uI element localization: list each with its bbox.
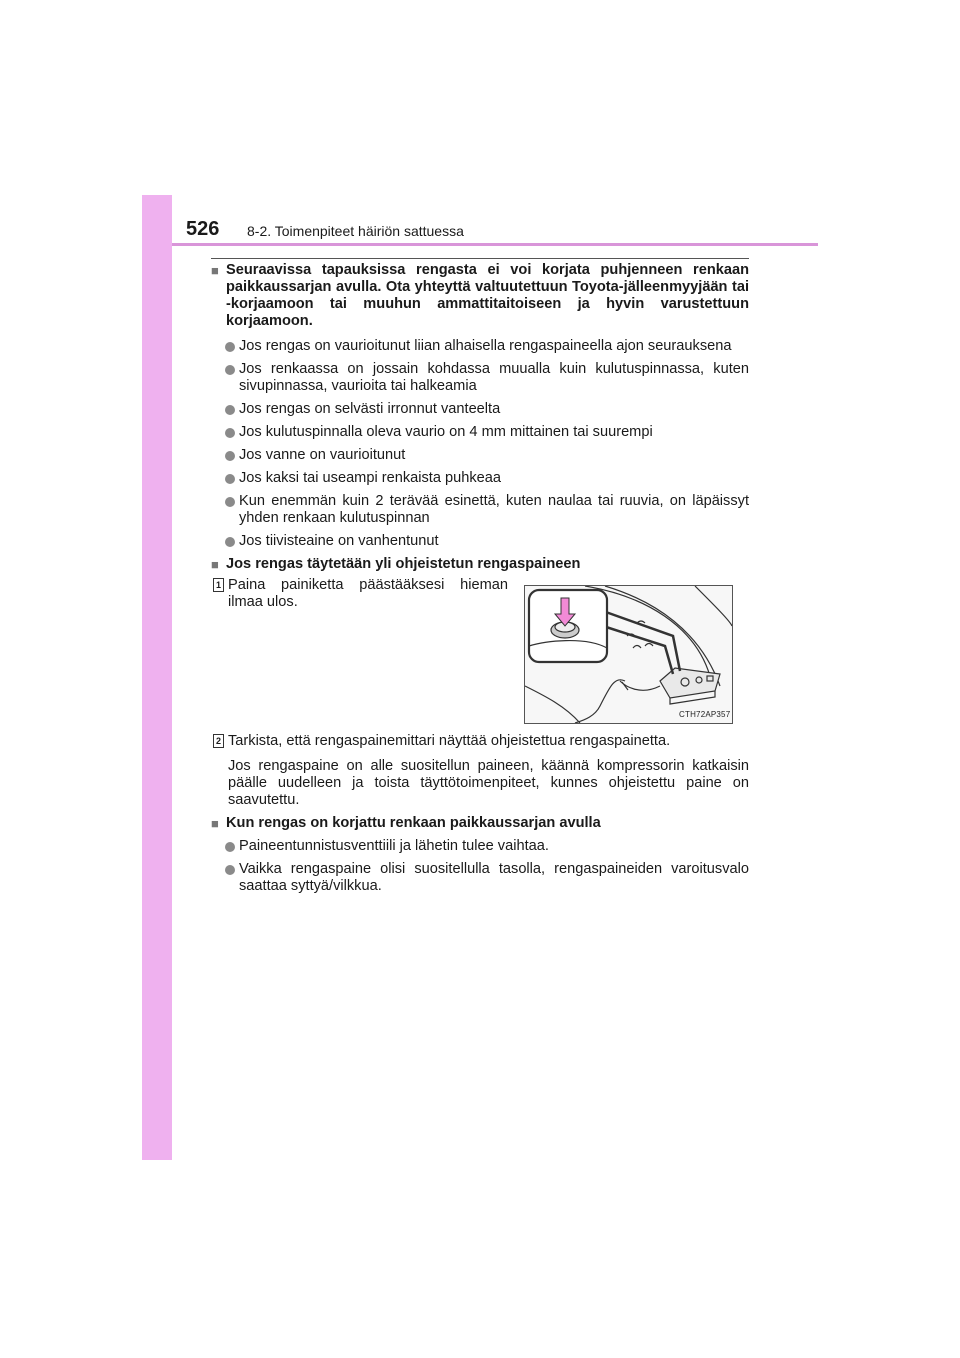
list-item-text: Vaikka rengaspaine olisi suositellulla tasolla, rengaspaineiden varoitusvalo saattaa syttyä/vilkkua. (239, 861, 749, 894)
list-item-text: Kun enemmän kuin 2 terävää esinettä, kuten naulaa tai ruuvia, on läpäissyt yhden renkaan kulutuspinnan (239, 493, 749, 526)
list-item-text: Jos renkaassa on jossain kohdassa muualla kuin kulutuspinnassa, kuten sivupinnassa, vaurioita tai halkeamia (239, 361, 749, 394)
compressor-drawing (525, 586, 732, 723)
section-heading (211, 262, 749, 330)
page-number: 526 (186, 218, 220, 240)
list-item (211, 424, 749, 441)
list-item (211, 447, 749, 464)
list-item-text: Jos rengas on selvästi irronnut vanteelta (239, 401, 501, 417)
list-item (211, 361, 749, 395)
chapter-title: 8-2. Toimenpiteet häiriön sattuessa (247, 223, 464, 239)
step-2-text: Tarkista, että rengaspainemittari näyttää ohjeistettua rengaspainetta. (228, 733, 671, 749)
square-bullet-icon: ■ (211, 557, 219, 572)
list-item (211, 838, 749, 855)
main-content (211, 262, 749, 901)
list-item-text: Jos kulutuspinnalla oleva vaurio on 4 mm mittainen tai suurempi (239, 424, 653, 440)
bullet-list (211, 838, 749, 895)
section-heading (211, 556, 749, 573)
bullet-dot-icon (225, 497, 235, 507)
compressor-illustration (524, 585, 733, 724)
step-2 (211, 733, 749, 750)
bullet-dot-icon (225, 365, 235, 375)
step-1-text: Paina painiketta päästääksesi hieman ilmaa ulos. (228, 577, 508, 610)
bullet-dot-icon (225, 865, 235, 875)
bullet-dot-icon (225, 537, 235, 547)
side-color-band (142, 195, 172, 1160)
list-item (211, 401, 749, 418)
list-item (211, 470, 749, 487)
section-heading-text: Seuraavissa tapauksissa rengasta ei voi korjata puhjenneen renkaan paikkaussarjan avulla. Ota yhteyttä valtuutettuun Toyota-jälleenmyyjään tai -korjaamoon tai muuhun ammattitaitoiseen ja hyvin varustettuun korjaamoon. (226, 262, 749, 329)
bullet-dot-icon (225, 405, 235, 415)
header-rule (172, 243, 818, 246)
list-item (211, 338, 749, 355)
section-heading-text: Kun rengas on korjattu renkaan paikkaussarjan avulla (226, 815, 601, 831)
section-heading-text: Jos rengas täytetään yli ohjeistetun rengaspaineen (226, 556, 581, 572)
bullet-list (211, 338, 749, 550)
list-item-text: Jos vanne on vaurioitunut (239, 447, 406, 463)
list-item-text: Jos rengas on vaurioitunut liian alhaisella rengaspaineella ajon seurauksena (239, 338, 732, 354)
section-divider (211, 258, 749, 259)
list-item-text: Paineentunnistusventtiili ja lähetin tulee vaihtaa. (239, 838, 549, 854)
section-heading (211, 815, 749, 832)
bullet-dot-icon (225, 474, 235, 484)
square-bullet-icon: ■ (211, 263, 219, 278)
bullet-dot-icon (225, 428, 235, 438)
list-item (211, 493, 749, 527)
step-1 (211, 577, 508, 725)
figure-caption: CTH72AP357 (679, 710, 731, 719)
bullet-dot-icon (225, 451, 235, 461)
list-item-text: Jos tiivisteaine on vanhentunut (239, 533, 439, 549)
list-item-text: Jos kaksi tai useampi renkaista puhkeaa (239, 470, 502, 486)
step-number-badge: 1 (213, 578, 224, 592)
list-item (211, 861, 749, 895)
bullet-dot-icon (225, 342, 235, 352)
step-2-note: Jos rengaspaine on alle suositellun paineen, käännä kompressorin katkaisin päälle uudelleen ja toista täyttötoimenpiteet, kunnes ohjeistettu paine on saavutettu. (228, 758, 749, 808)
list-item (211, 533, 749, 550)
bullet-dot-icon (225, 842, 235, 852)
square-bullet-icon: ■ (211, 816, 219, 831)
step-number-badge: 2 (213, 734, 224, 748)
